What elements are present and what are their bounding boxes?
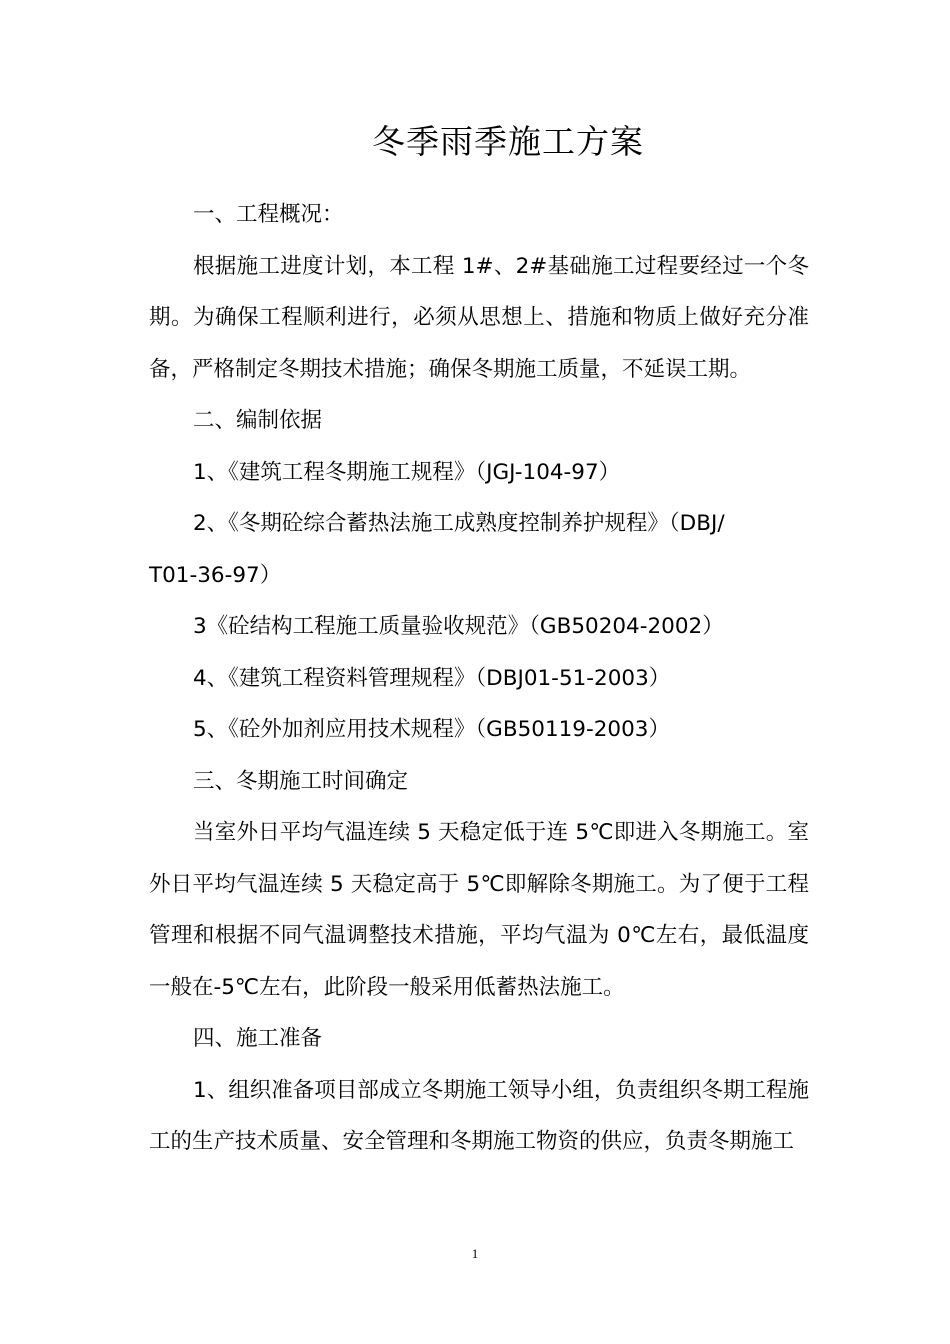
list-item-basis-3: 3《砼结构工程施工质量验收规范》（GB50204-2002） bbox=[193, 614, 724, 639]
paragraph-overview: 根据施工进度计划，本工程 1#、2#基础施工过程要经过一个冬期。为确保工程顺利进行，必须从思想上、措施和物质上做好充分准备，严格制定冬期技术措施；确保冬期施工质量，不延误工期。 bbox=[149, 253, 809, 382]
list-item-basis-2: 2、《冬期砼综合蓄热法施工成熟度控制养护规程》（DBJ/ bbox=[193, 511, 725, 536]
list-item-basis-2-continued: T01-36-97） bbox=[149, 562, 282, 588]
section-heading-basis: 二、编制依据 bbox=[193, 408, 323, 433]
section-heading-winter-period: 三、冬期施工时间确定 bbox=[193, 768, 409, 794]
section-heading-overview: 一、工程概况： bbox=[193, 202, 344, 227]
list-item-basis-1: 1、《建筑工程冬期施工规程》（JGJ-104-97） bbox=[193, 459, 621, 485]
document-title: 冬季雨季施工方案 bbox=[372, 122, 644, 161]
paragraph-winter-period: 当室外日平均气温连续 5 天稳定低于连 5℃即进入冬期施工。室外日平均气温连续 5 天稳定高于 5℃即解除冬期施工。为了便于工程管理和根据不同气温调整技术措施，平均气温为 0℃左右，最低温度一般在-5℃左右，此阶段一般采用低蓄热法施工。 bbox=[149, 820, 809, 1000]
list-item-basis-5: 5、《砼外加剂应用技术规程》（GB50119-2003） bbox=[193, 717, 670, 742]
section-heading-preparation: 四、施工准备 bbox=[193, 1026, 323, 1051]
page-number: 1 bbox=[471, 1246, 479, 1261]
list-item-basis-4: 4、《建筑工程资料管理规程》（DBJ01-51-2003） bbox=[193, 665, 671, 691]
paragraph-preparation: 1、组织准备项目部成立冬期施工领导小组，负责组织冬期工程施工的生产技术质量、安全管理和冬期施工物资的供应，负责冬期施工 bbox=[149, 1077, 809, 1154]
document-body bbox=[149, 189, 809, 1168]
